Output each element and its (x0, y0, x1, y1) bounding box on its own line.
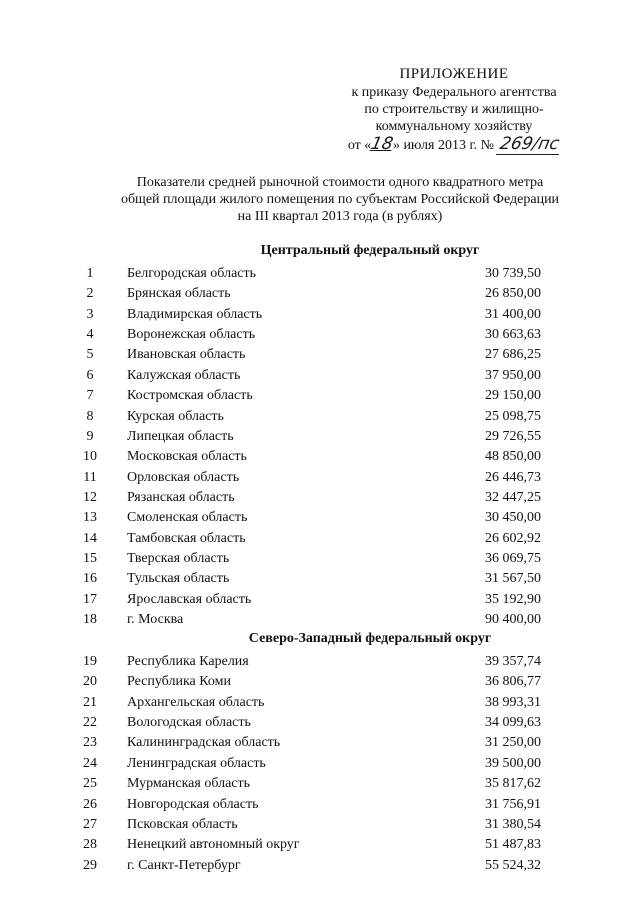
table-row (0, 407, 640, 427)
table-row (0, 366, 640, 386)
region-name: г. Москва (127, 612, 184, 627)
region-name: Ивановская область (127, 347, 246, 363)
region-name: Владимирская область (127, 306, 263, 322)
table-row (0, 305, 640, 325)
table-row (0, 754, 640, 774)
price-value: 26 602,92 (485, 530, 541, 546)
price-value: 31 756,91 (485, 796, 541, 812)
price-value: 31 250,00 (485, 735, 541, 751)
row-number: 15 (83, 550, 97, 566)
row-number: 24 (83, 755, 97, 771)
table-row (0, 856, 640, 876)
price-value: 27 686,25 (485, 347, 541, 363)
region-name: г. Санкт-Петербург (127, 857, 241, 873)
table-row (0, 468, 640, 488)
region-name: Белгородская область (127, 266, 257, 281)
region-name: Брянская область (127, 286, 231, 302)
region-name: Костромская область (127, 388, 253, 404)
price-value: 38 993,31 (485, 694, 541, 710)
region-name: Тверская область (127, 550, 230, 566)
price-value: 30 663,63 (485, 327, 541, 343)
price-value: 25 098,75 (485, 408, 541, 424)
region-name: Московская область (127, 449, 247, 465)
price-value: 26 850,00 (485, 286, 541, 302)
table-row (0, 733, 640, 753)
row-number: 21 (83, 694, 97, 710)
appendix-line-1: к приказу Федерального агентства (351, 85, 557, 100)
region-name: Тамбовская область (127, 530, 246, 546)
price-value: 51 487,83 (485, 837, 541, 853)
appendix-line-2: по строительству и жилищно- (364, 102, 544, 117)
table-row (0, 325, 640, 345)
row-number: 11 (83, 469, 97, 485)
region-name: Вологодская область (127, 715, 251, 730)
appendix-line-3: коммунальному хозяйству (375, 119, 533, 134)
region-name: Новгородская область (127, 796, 259, 812)
price-value: 30 739,50 (485, 266, 541, 281)
table-row (0, 590, 640, 610)
region-name: Ярославская область (127, 591, 252, 607)
price-value: 36 069,75 (485, 550, 541, 566)
row-number: 8 (86, 408, 94, 424)
appendix-date-line (304, 135, 604, 155)
row-number: 17 (83, 591, 97, 607)
row-number: 9 (86, 428, 94, 444)
document-title: Показатели средней рыночной стоимости одного квадратного метра общей площади жилого помещения по субъектам Российской Федерации на III квартал 2013 года (в рублях) (120, 175, 560, 224)
price-value: 35 817,62 (485, 776, 541, 792)
row-number: 27 (83, 816, 97, 832)
row-number: 22 (83, 715, 97, 730)
row-number: 23 (83, 735, 97, 751)
date-day-handwritten: 18 (369, 134, 396, 154)
row-number: 10 (83, 449, 97, 465)
row-number: 1 (86, 266, 94, 281)
price-value: 31 380,54 (485, 816, 541, 832)
price-value: 37 950,00 (485, 367, 541, 383)
table-row (0, 386, 640, 406)
price-value: 29 150,00 (485, 388, 541, 404)
table-row (0, 795, 640, 815)
date-middle: » июля 2013 г. № (392, 138, 494, 153)
table-row (0, 345, 640, 365)
row-number: 20 (83, 674, 97, 690)
row-number: 16 (83, 571, 97, 587)
table-row (0, 693, 640, 713)
row-number: 5 (86, 347, 94, 363)
price-value: 39 500,00 (485, 755, 541, 771)
row-number: 6 (86, 367, 94, 383)
price-value: 26 446,73 (485, 469, 541, 485)
price-value: 55 524,32 (485, 857, 541, 873)
price-value: 34 099,63 (485, 715, 541, 730)
table-row (0, 815, 640, 835)
row-number: 4 (86, 327, 94, 343)
row-number: 26 (83, 796, 97, 812)
price-value: 39 357,74 (485, 654, 541, 669)
row-number: 29 (83, 857, 97, 873)
region-name: Калужская область (127, 367, 241, 383)
table-row (0, 569, 640, 589)
table-row (0, 774, 640, 794)
date-prefix: от « (347, 138, 372, 153)
section-title: Северо-Западный федеральный округ (248, 631, 492, 646)
row-number: 12 (83, 489, 97, 505)
region-name: Мурманская область (127, 776, 251, 792)
price-value: 30 450,00 (485, 510, 541, 526)
region-name: Тульская область (127, 571, 230, 587)
price-value: 36 806,77 (485, 674, 541, 690)
region-name: Курская область (127, 408, 224, 424)
price-value: 29 726,55 (485, 428, 541, 444)
price-value: 31 567,50 (485, 571, 541, 587)
row-number: 3 (86, 306, 94, 322)
region-name: Ненецкий автономный округ (127, 837, 300, 853)
appendix-header (304, 64, 604, 155)
region-name: Орловская область (127, 469, 240, 485)
table-row (0, 549, 640, 569)
price-value: 48 850,00 (485, 449, 541, 465)
table-row (0, 835, 640, 855)
table-row (0, 488, 640, 508)
document-number-handwritten: 269/пс (495, 135, 562, 155)
price-value: 90 400,00 (485, 612, 541, 627)
row-number: 14 (83, 530, 97, 546)
table-row (0, 610, 640, 630)
table-row (0, 264, 640, 284)
row-number: 2 (86, 286, 94, 302)
table-row (0, 284, 640, 304)
table-row (0, 672, 640, 692)
table-row (0, 447, 640, 467)
row-number: 19 (83, 654, 97, 669)
table-row (0, 652, 640, 672)
region-name: Липецкая область (127, 428, 234, 444)
region-name: Псковская область (127, 816, 238, 832)
row-number: 28 (83, 837, 97, 853)
region-name: Архангельская область (127, 694, 265, 710)
price-value: 31 400,00 (485, 306, 541, 322)
table-row (0, 713, 640, 733)
region-name: Республика Карелия (127, 654, 249, 669)
price-value: 35 192,90 (485, 591, 541, 607)
row-number: 13 (83, 510, 97, 526)
table-row (0, 529, 640, 549)
row-number: 18 (83, 612, 97, 627)
appendix-title: ПРИЛОЖЕНИЕ (399, 66, 509, 82)
row-number: 25 (83, 776, 97, 792)
price-value: 32 447,25 (485, 489, 541, 505)
region-name: Смоленская область (127, 510, 248, 526)
region-name: Воронежская область (127, 327, 256, 343)
table-row (0, 508, 640, 528)
section-title: Центральный федеральный округ (260, 243, 480, 258)
region-name: Республика Коми (127, 674, 231, 690)
row-number: 7 (86, 388, 94, 404)
region-name: Ленинградская область (127, 755, 266, 771)
region-name: Рязанская область (127, 489, 235, 505)
table-row (0, 427, 640, 447)
region-name: Калининградская область (127, 735, 281, 751)
